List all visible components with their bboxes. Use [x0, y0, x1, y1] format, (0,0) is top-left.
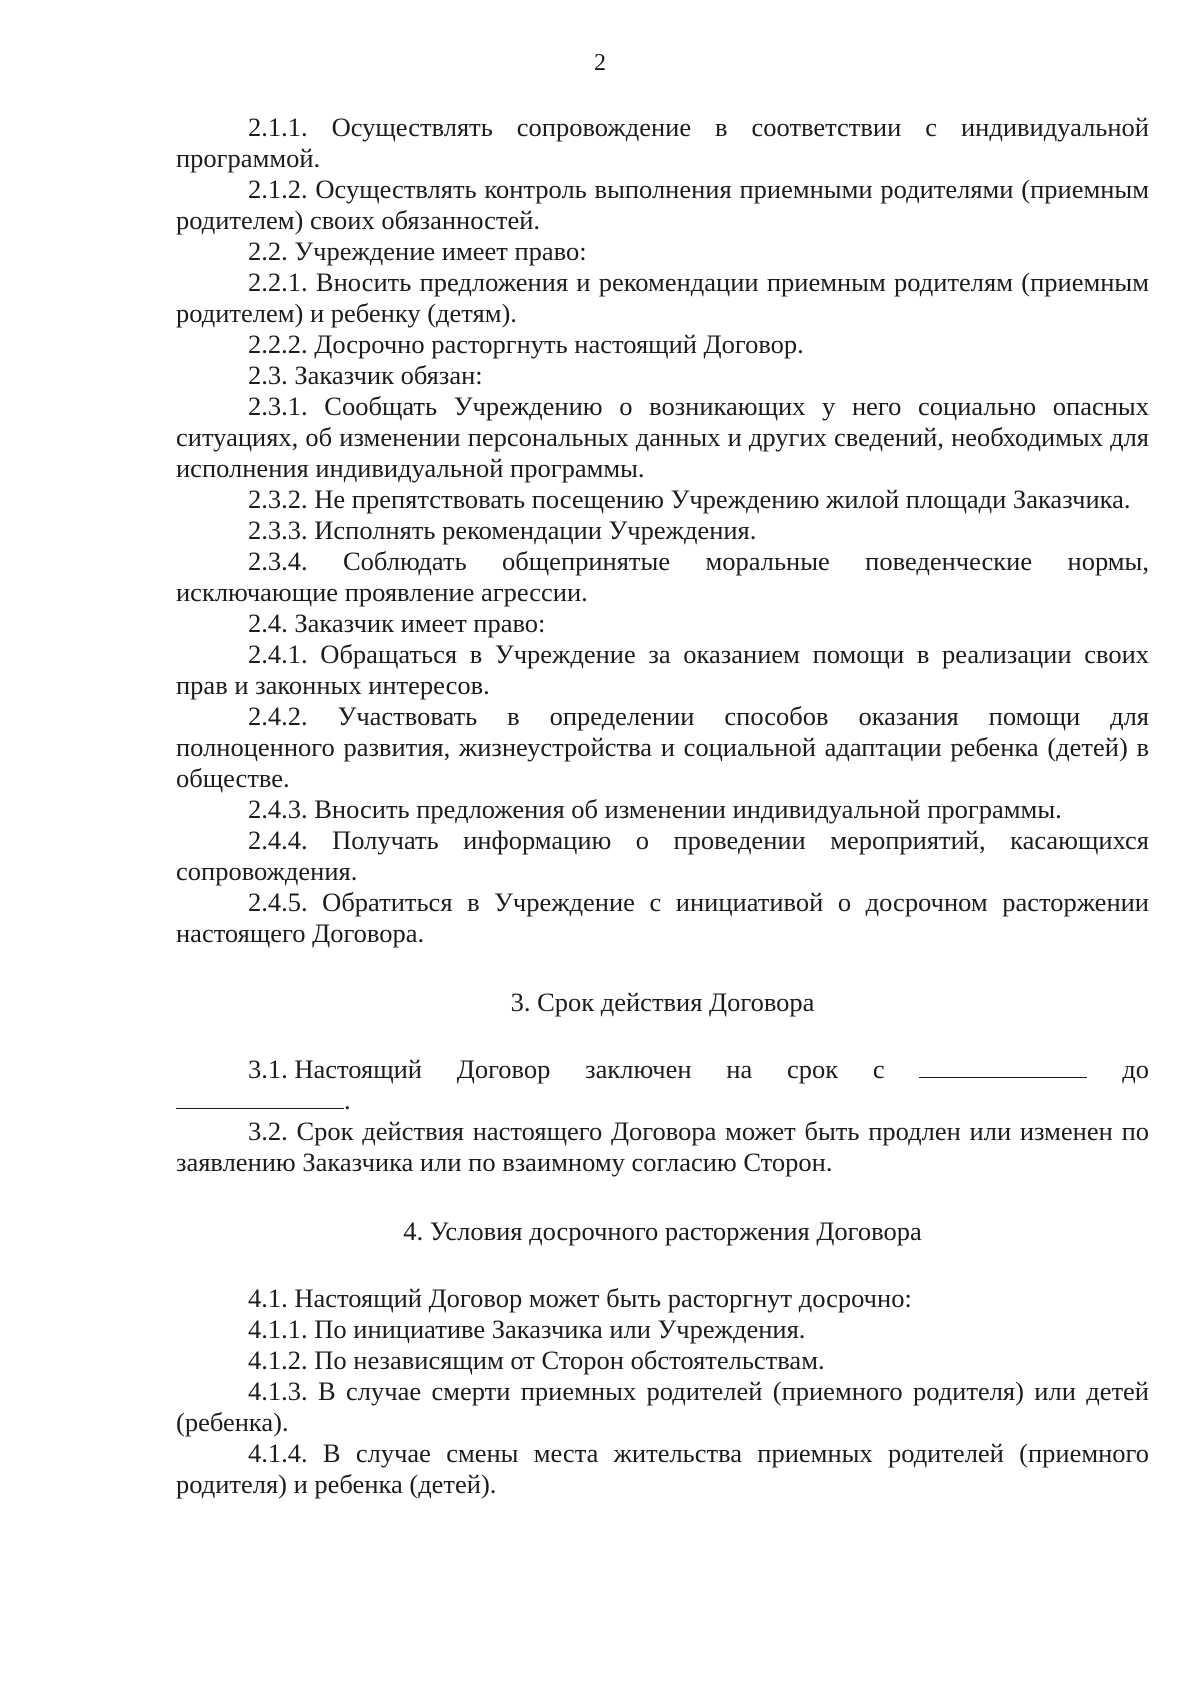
start-date-blank [919, 1055, 1087, 1078]
term-word: Договор [456, 1054, 551, 1084]
clause-4-1-4: 4.1.4. В случае смены места жительства приемных родителей (приемного родителя) и ребенка (детей). [176, 1438, 1149, 1499]
clause-2-4-5: 2.4.5. Обратиться в Учреждение с инициативой о досрочном расторжении настоящего Договора. [176, 887, 1149, 948]
clause-2-4-3: 2.4.3. Вносить предложения об изменении индивидуальной программы. [248, 794, 1062, 824]
section-3-term [176, 987, 1149, 1178]
clause-2-3: 2.3. Заказчик обязан: [248, 360, 483, 390]
clause-2-4-1: 2.4.1. Обращаться в Учреждение за оказанием помощи в реализации своих прав и законных интересов. [176, 639, 1149, 700]
clause-2-3-3: 2.3.3. Исполнять рекомендации Учреждения. [248, 515, 757, 545]
term-word: заключен [585, 1054, 692, 1084]
document-body [176, 112, 1149, 1500]
clause-2-2-2: 2.2.2. Досрочно расторгнуть настоящий Договор. [248, 329, 804, 359]
term-word: на [726, 1054, 753, 1084]
page-number: 2 [594, 50, 606, 76]
clause-4-1-1: 4.1.1. По инициативе Заказчика или Учреждения. [248, 1314, 806, 1344]
clause-2-2-1: 2.2.1. Вносить предложения и рекомендации приемным родителям (приемным родителем) и ребенку (детям). [176, 267, 1149, 328]
clause-2-4: 2.4. Заказчик имеет право: [248, 608, 546, 638]
term-word: с [872, 1054, 885, 1084]
clause-2-4-4: 2.4.4. Получать информацию о проведении мероприятий, касающихся сопровождения. [176, 825, 1149, 886]
section-3-heading: 3. Срок действия Договора [510, 987, 815, 1017]
section-4-termination [176, 1216, 1149, 1500]
end-date-blank [176, 1086, 344, 1109]
term-word-to: до [1122, 1054, 1149, 1084]
clause-2-3-4: 2.3.4. Соблюдать общепринятые моральные поведенческие нормы, исключающие проявление агрессии. [176, 546, 1149, 607]
clause-2-1-2: 2.1.2. Осуществлять контроль выполнения приемными родителями (приемным родителем) своих обязанностей. [176, 174, 1149, 235]
clause-2-1-1: 2.1.1. Осуществлять сопровождение в соответствии с индивидуальной программой. [176, 112, 1149, 173]
clause-4-1: 4.1. Настоящий Договор может быть расторгнут досрочно: [248, 1283, 912, 1313]
clause-2-3-1: 2.3.1. Сообщать Учреждению о возникающих у него социально опасных ситуациях, об изменении персональных данных и других сведений, необходимых для исполнения индивидуальной программы. [176, 391, 1149, 483]
clause-3-1-line2 [176, 1085, 1149, 1116]
term-end-mark: . [344, 1085, 351, 1115]
clause-3-2: 3.2. Срок действия настоящего Договора может быть продлен или изменен по заявлению Заказчика или по взаимному согласию Сторон. [176, 1116, 1149, 1177]
clause-4-1-3: 4.1.3. В случае смерти приемных родителей (приемного родителя) или детей (ребенка). [176, 1376, 1149, 1437]
section-4-heading: 4. Условия досрочного расторжения Договора [403, 1216, 922, 1246]
clause-4-1-2: 4.1.2. По независящим от Сторон обстоятельствам. [248, 1345, 825, 1375]
term-word: срок [787, 1054, 839, 1084]
clause-2-2: 2.2. Учреждение имеет право: [248, 236, 587, 266]
clause-2-4-2: 2.4.2. Участвовать в определении способов оказания помощи для полноценного развития, жизнеустройства и социальной адаптации ребенка (детей) в обществе. [176, 701, 1149, 793]
section-2-obligations [176, 112, 1149, 949]
clause-2-3-2: 2.3.2. Не препятствовать посещению Учреждению жилой площади Заказчика. [248, 484, 1131, 514]
clause-3-1-line [176, 1054, 1149, 1085]
clause-3-1 [176, 1054, 1149, 1116]
term-word: 3.1. Настоящий [248, 1054, 422, 1084]
